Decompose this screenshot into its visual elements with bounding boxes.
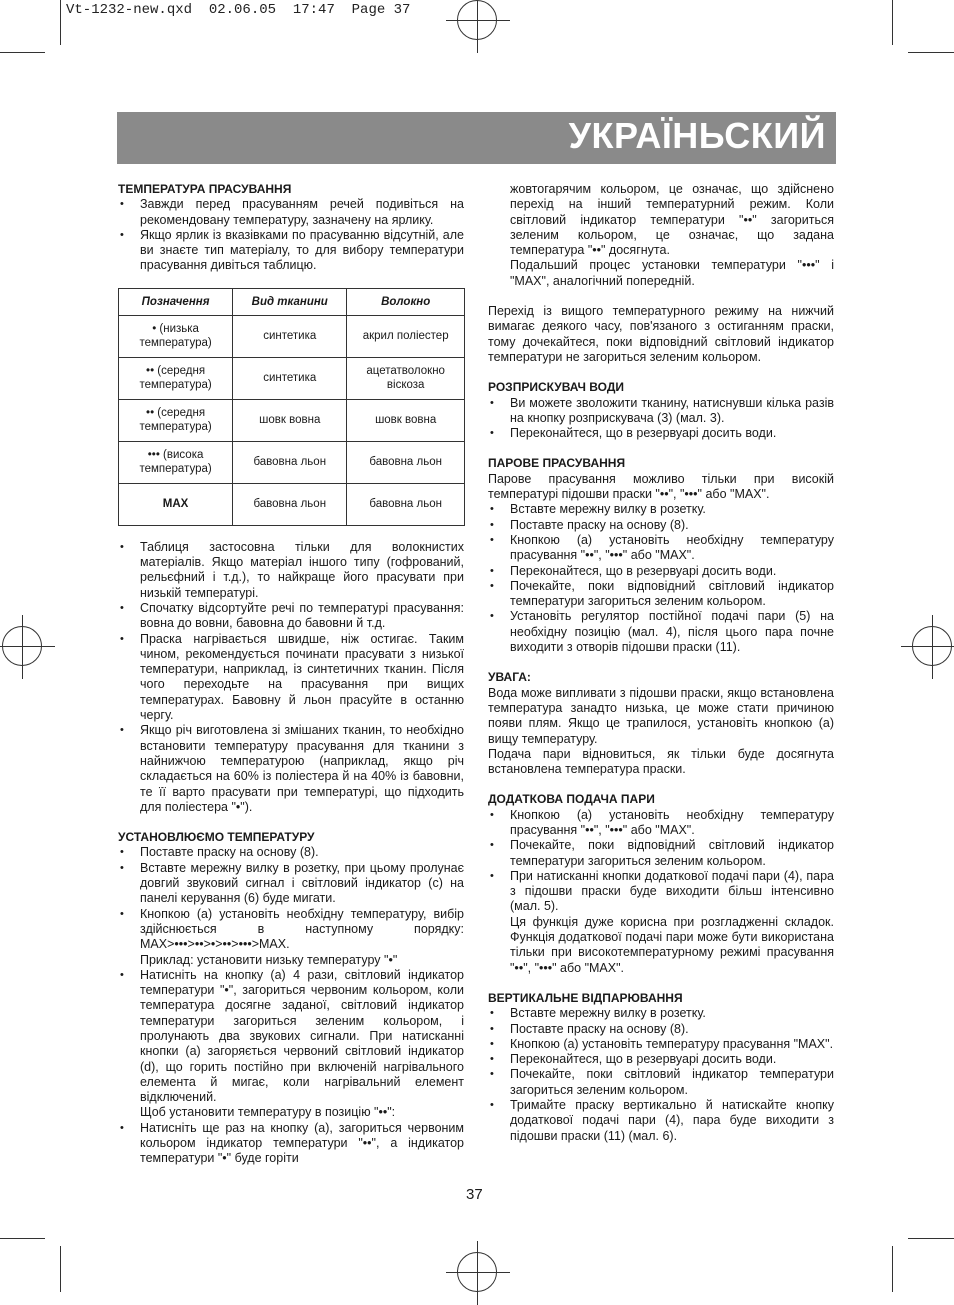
section-title: ПАРОВЕ ПРАСУВАННЯ [488, 456, 626, 471]
list-item: • Вставте мережну вилку в розетку. [488, 1006, 834, 1021]
bullet-list [488, 396, 834, 442]
table-cell: шовк вовна [347, 399, 465, 441]
list-item: • Кнопкою (a) установіть температуру прасування "MAX". [488, 1037, 834, 1052]
table-cell: •• (середня температура) [119, 357, 233, 399]
registration-mark [457, 0, 497, 40]
table-row [119, 357, 465, 399]
table-row [119, 315, 465, 357]
table-header: Позначення [119, 288, 233, 315]
instruction-note: Щоб установити температуру в позицію "••": [140, 1105, 396, 1120]
table-cell: MAX [119, 483, 233, 525]
section-title: ТЕМПЕРАТУРА ПРАСУВАННЯ [118, 182, 292, 196]
table-cell: бавовна льон [233, 483, 347, 525]
list-item: • Установіть регулятор постійної подачі пари (5) на необхідну позицію (мал. 4), після цього пара почне виходити з отворів підошви праски (11). [488, 609, 834, 655]
left-column [118, 182, 464, 1167]
table-cell: ацетатволокно віскоза [347, 357, 465, 399]
right-column [488, 182, 834, 1144]
file-header: Vt-1232-new.qxd 02.06.05 17:47 Page 37 [66, 2, 411, 18]
table-header: Волокно [347, 288, 465, 315]
list-item: • Переконайтеся, що в резервуарі досить води. [488, 426, 834, 441]
list-item-text: Натисніть на кнопку (a) 4 рази, світловий індикатор температури "•", загориться червоним кольором, коли температура досягне заданої, світловий індикатор температури загориться зеленим кольором, і пролунають два звукових сигнали. При натисканні кнопки (а) загоряється червоний світловий індикатор (d), що горить постійно при включеній нагрівального елемента й мигає, коли нагрівальний елемент відключений. [140, 967, 464, 1105]
list-item: • Натисніть ще раз на кнопку (a), загориться червоним кольором індикатор температури "••", а індикатор температури "•" буде горіти [118, 1121, 464, 1167]
bullet-list [488, 808, 834, 976]
section-title: УВАГА: [488, 670, 531, 685]
list-item: • Ви можете зволожити тканину, натиснувши кілька разів на кнопку розприскувача (3) (мал. 3). [488, 396, 834, 427]
registration-mark [457, 1252, 497, 1292]
list-item: • Поставте праску на основу (8). [488, 518, 834, 533]
list-item-text: При натисканні кнопки додаткової подачі пари (4), пара з підошви праски буде виходити більш інтенсивно (мал. 5). [510, 868, 834, 914]
table-header: Вид тканини [233, 288, 347, 315]
list-item: • Переконайтеся, що в резервуарі досить води. [488, 564, 834, 579]
table-cell: ••• (висока температура) [119, 441, 233, 483]
bullet-list [118, 845, 464, 1166]
list-item: • Праска нагрівається швидше, ніж остигає. Таким чином, рекомендується починати прасувати з низької температури, наприклад, із синтетичних тканин. Після чого переходьте на прасування при вищих температурах. Бавовну й льон прасуйте в останню чергу. [118, 632, 464, 724]
list-item: • Почекайте, поки відповідний світловий індикатор температури загориться зеленим кольором. [488, 579, 834, 610]
crop-mark [908, 52, 954, 53]
temperature-table [118, 288, 465, 526]
example-note: Приклад: установити низьку температуру "•" [140, 952, 398, 967]
list-item-text: Кнопкою (a) установіть необхідну температуру, вибір здійснюється в наступному порядку: MAX>•••>••>•>••>•••>MAX. [140, 906, 464, 952]
table-cell: • (низька температура) [119, 315, 233, 357]
list-item [488, 869, 834, 976]
paragraph: Подача пари відновиться, як тільки буде досягнута встановлена температура праски. [488, 746, 834, 777]
paragraph: Перехід із вищого температурного режиму на нижчий вимагає деякого часу, пов'язаного з остиганням праски, тому дочекайтеся, поки відповідний світловий індикатор температури не загориться зеленим кольором. [488, 304, 834, 364]
list-item: • Спочатку відсортуйте речі по температурі прасування: вовна до вовни, бавовна до бавовни й т.д. [118, 601, 464, 632]
list-item: • Вставте мережну вилку в розетку. [488, 502, 834, 517]
registration-mark [912, 626, 952, 666]
list-item: • Кнопкою (a) установіть необхідну температуру прасування "••", "•••" або "MAX". [488, 533, 834, 564]
crop-mark [60, 0, 61, 45]
paragraph: Вода може випливати з підошви праски, якщо встановлена температура занадто низька, це може стати причиною появи плям. Якщо це трапилося, установіть кнопкою (а) вищу температуру. [488, 685, 834, 746]
section-title: УСТАНОВЛЮЄМО ТЕМПЕРАТУРУ [118, 830, 315, 845]
table-cell: акрил поліестер [347, 315, 465, 357]
section-title: ДОДАТКОВА ПОДАЧА ПАРИ [488, 792, 655, 807]
sub-paragraph: Ця функція дуже корисна при розгладженні складок. Функція додаткової подачі пари може бути використана тільки при високотемпературному режимі прасування "••", "•••" або "MAX". [510, 914, 834, 975]
list-item: • Вставте мережну вилку в розетку, при цьому пролунає довгий звуковий сигнал і світловий індикатор (c) на панелі керування (6) буде мигати. [118, 861, 464, 907]
list-item: • Завжди перед прасуванням речей подивіться на рекомендовану температуру, зазначену на ярлику. [118, 197, 464, 228]
bullet-list [118, 197, 464, 273]
section-title: РОЗПРИСКУВАЧ ВОДИ [488, 380, 625, 395]
table-cell: бавовна льон [233, 441, 347, 483]
list-item: • Якщо ярлик із вказівками по прасуванню відсутній, але ви знаєте тип матеріалу, то для вибору температури прасування дивіться таблицю. [118, 228, 464, 274]
list-item: • Почекайте, поки світловий індикатор температури загориться зеленим кольором. [488, 1067, 834, 1098]
crop-mark [908, 1238, 954, 1239]
continued-text: жовтогарячим кольором, це означає, що здійснено перехід на інший температурний режим. Коли світловий індикатор температури "••" загориться зеленим кольором, це означає, що задана температура "••" досягнута. [510, 182, 834, 258]
list-item [118, 968, 464, 1121]
table-cell: бавовна льон [347, 483, 465, 525]
crop-mark [0, 1238, 45, 1239]
page-number: 37 [466, 1186, 483, 1203]
list-item: • Поставте праску на основу (8). [488, 1022, 834, 1037]
table-header-row [119, 288, 465, 315]
bullet-list [488, 502, 834, 655]
table-cell: шовк вовна [233, 399, 347, 441]
page-title: УКРАЇНЬСКИЙ [568, 115, 826, 156]
title-banner [117, 112, 836, 164]
paragraph: Парове прасування можливо тільки при високій температурі підошви праски "••", "•••" або "MAX". [488, 471, 834, 502]
table-cell: синтетика [233, 357, 347, 399]
list-item [118, 907, 464, 968]
list-item: • Таблиця застосовна тільки для волокнистих матеріалів. Якщо матеріал іншого типу (гофрований, рельєфний і т.д.), то найкраще його прасувати при низькій температурі. [118, 540, 464, 601]
bullet-list [488, 1006, 834, 1144]
table-cell: бавовна льон [347, 441, 465, 483]
table-row [119, 399, 465, 441]
registration-mark [2, 626, 42, 666]
table-row [119, 441, 465, 483]
crop-mark [892, 0, 893, 45]
crop-mark [60, 1246, 61, 1292]
table-cell: синтетика [233, 315, 347, 357]
list-item: • Переконайтеся, що в резервуарі досить води. [488, 1052, 834, 1067]
continued-text: Подальший процес установки температури "•••" і "MAX", аналогічний попередній. [510, 258, 834, 288]
list-item: • Почекайте, поки відповідний світловий індикатор температури загориться зеленим кольором. [488, 838, 834, 869]
list-item: • Тримайте праску вертикально й натискайте кнопку додаткової подачі пари (4), пара буде виходити з підошви праски (11) (мал. 6). [488, 1098, 834, 1144]
section-title: ВЕРТИКАЛЬНЕ ВІДПАРЮВАННЯ [488, 990, 683, 1005]
list-item: • Якщо річ виготовлена зі змішаних тканин, то необхідно встановити температуру прасування для тканини з найнижчою температурою (наприклад, якщо річ складається на 60% із поліестера й на 40% із бавовни, те її варто прасувати при температурі, що підходить для поліестера "•"). [118, 723, 464, 815]
crop-mark [892, 1246, 893, 1292]
table-cell: •• (середня температура) [119, 399, 233, 441]
bullet-list [118, 540, 464, 815]
list-item: • Поставте праску на основу (8). [118, 845, 464, 860]
list-item: • Кнопкою (a) установіть необхідну температуру прасування "••", "•••" або "MAX". [488, 808, 834, 839]
crop-mark [0, 52, 45, 53]
table-row [119, 483, 465, 525]
